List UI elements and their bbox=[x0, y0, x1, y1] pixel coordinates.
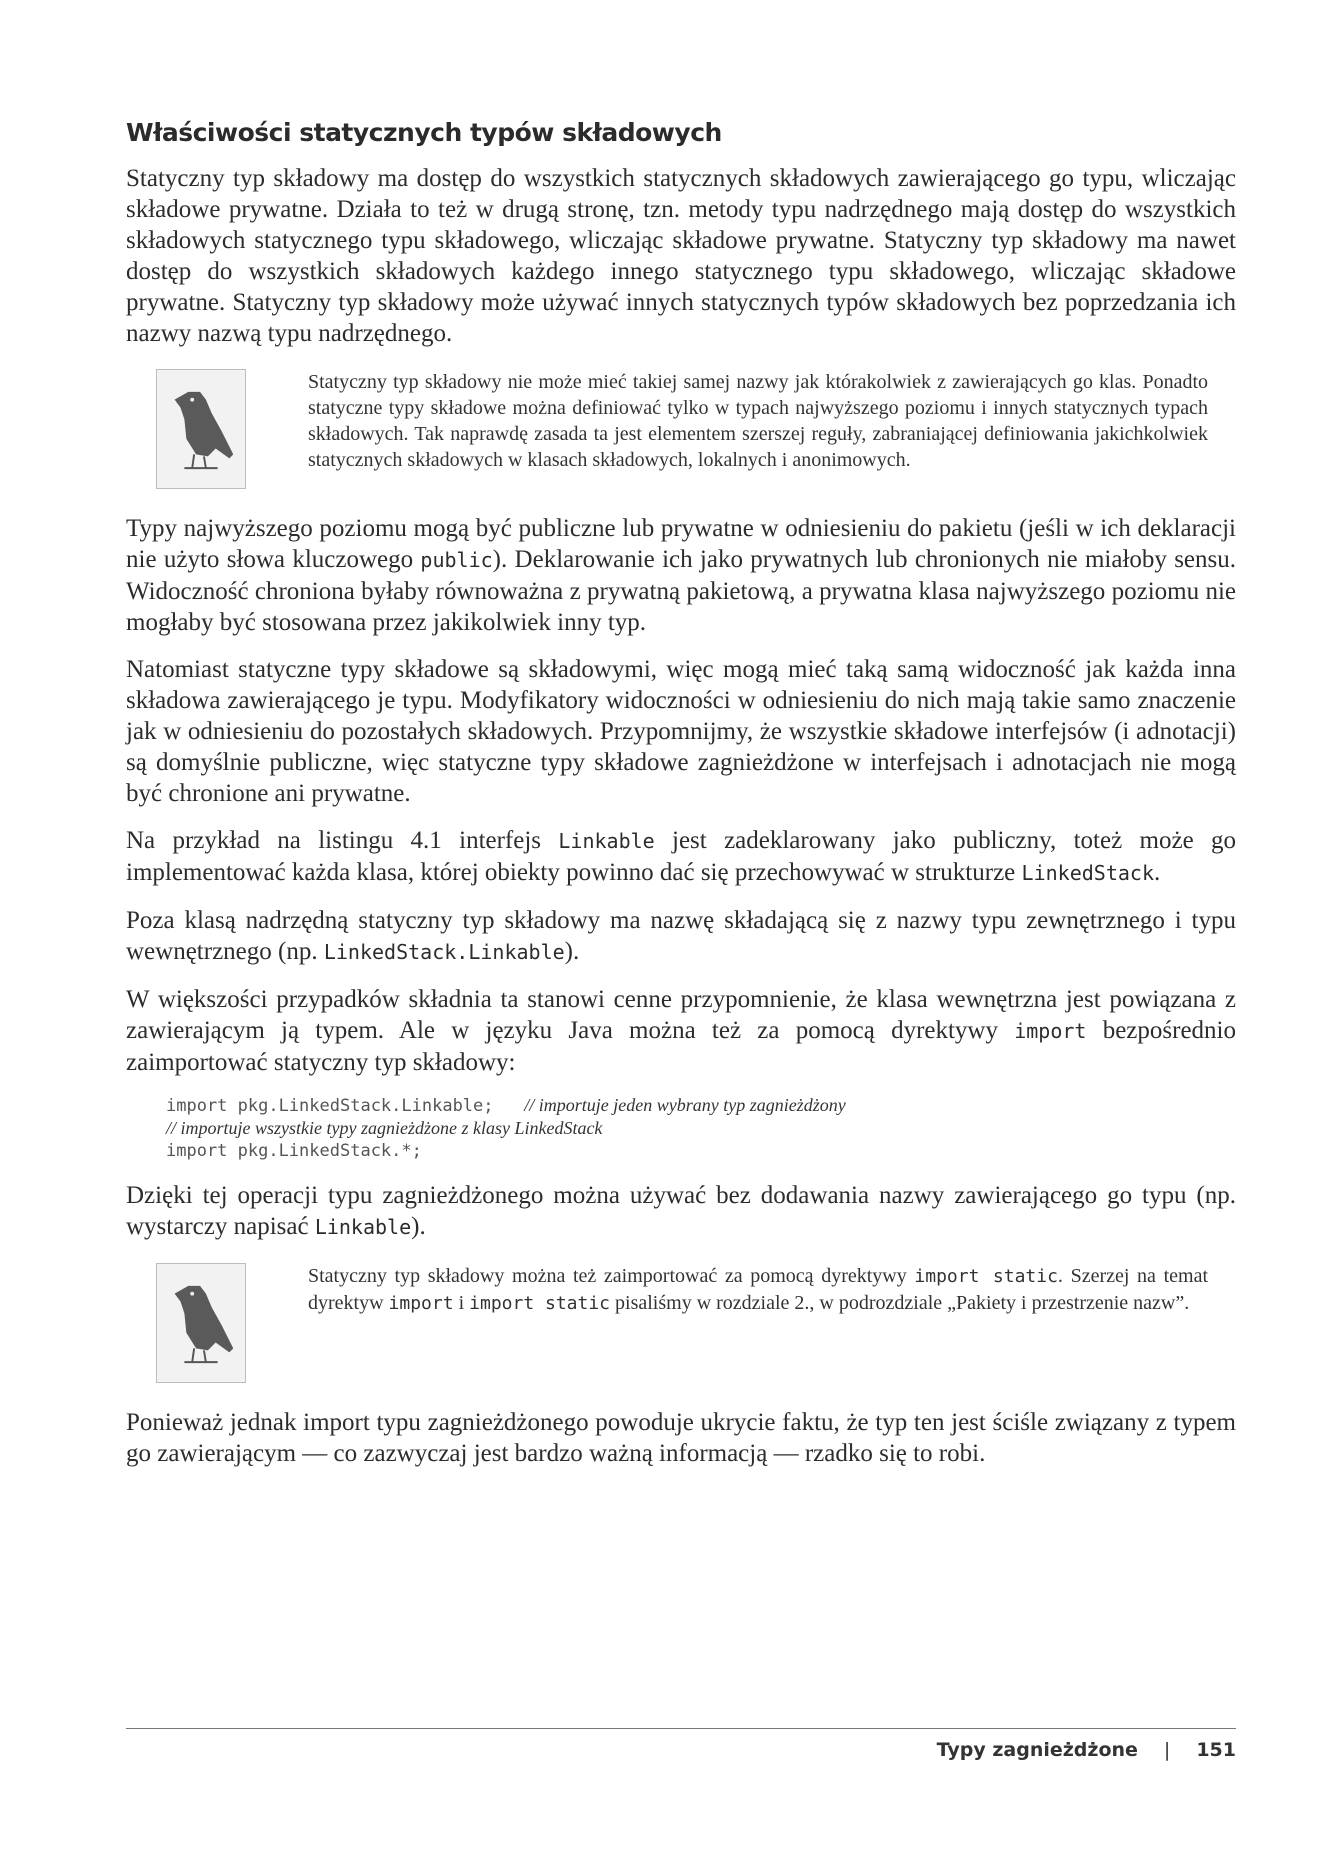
code-import-static-2: import static bbox=[469, 1293, 611, 1314]
footer-chapter: Typy zagnieżdżone bbox=[936, 1739, 1138, 1761]
paragraph-7: Dzięki tej operacji typu zagnieżdżonego można używać bez dodawania nazwy zawierającego go typu (np. wystarczy napisać Linkable). bbox=[126, 1182, 1236, 1240]
code-linkable: Linkable bbox=[558, 829, 655, 853]
code-comment-1: // importuje jeden wybrany typ zagnieżdżony bbox=[524, 1095, 846, 1115]
code-import-static: import static bbox=[914, 1266, 1058, 1287]
code-comment-2: // importuje wszystkie typy zagnieżdżone z klasy LinkedStack bbox=[166, 1118, 603, 1138]
paragraph-5: Poza klasą nadrzędną statyczny typ składowy ma nazwę składającą się z nazwy typu zewnętrznego i typu wewnętrznego (np. LinkedStack.Linkable). bbox=[126, 907, 1236, 965]
section-heading: Właściwości statycznych typów składowych bbox=[126, 118, 722, 147]
code-import: import bbox=[1014, 1019, 1087, 1043]
footer-separator: | bbox=[1163, 1739, 1171, 1761]
footer-text bbox=[937, 1739, 1236, 1761]
paragraph-1: Statyczny typ składowy ma dostęp do wszystkich statycznych składowych zawierającego go typu, wliczając składowe prywatne. Działa to też w drugą stronę, tzn. metody typu nadrzędnego mają dostęp do wszystkich składowych statycznego typu składowego, wliczając składowe prywatne. Statyczny typ składowy ma nawet dostęp do wszystkich składowych każdego innego statycznego typu składowego, wliczając składowe prywatne. Statyczny typ składowy może używać innych statycznych typów składowych bez poprzedzania ich nazwy nazwą typu nadrzędnego. bbox=[126, 165, 1236, 347]
note-1 bbox=[126, 369, 1236, 489]
page-content bbox=[126, 118, 1236, 1485]
note-2 bbox=[126, 1263, 1236, 1383]
page-footer bbox=[126, 1728, 1236, 1761]
code-line-3: import pkg.LinkedStack.*; bbox=[166, 1141, 422, 1161]
code-linkable-2: Linkable bbox=[314, 1215, 412, 1239]
note-2-text: Statyczny typ składowy można też zaimportować za pomocą dyrektywy import static. Szerzej na temat dyrektyw import i import static pisaliśmy w rozdziale 2., w podrozdziale „Pakiety i przestrzenie nazw”. bbox=[308, 1265, 1208, 1314]
paragraph-6: W większości przypadków składnia ta stanowi cenne przypomnienie, że klasa wewnętrzna jest powiązana z zawierającym ją typem. Ale w języku Java można też za pomocą dyrektywy import bezpośrednio zaimportować statyczny typ składowy: bbox=[126, 986, 1236, 1076]
note-1-text: Statyczny typ składowy nie może mieć takiej samej nazwy jak którakolwiek z zawierających go klas. Ponadto statyczne typy składowe można definiować tylko w typach najwyższego poziomu i innych statycznych typach składowych. Tak naprawdę zasada ta jest elementem szerszej reguły, zabraniającej definiowania jakichkolwiek statycznych składowych w klasach składowych, lokalnych i anonimowych. bbox=[308, 371, 1208, 471]
code-line-1: import pkg.LinkedStack.Linkable; bbox=[166, 1096, 494, 1116]
paragraph-2: Typy najwyższego poziomu mogą być publiczne lub prywatne w odniesieniu do pakietu (jeśli w ich deklaracji nie użyto słowa kluczowego public). Deklarowanie ich jako prywatnych lub chronionych nie miałoby sensu. Widoczność chroniona byłaby równoważna z prywatną pakietową, a prywatna klasa najwyższego poziomu nie mogłaby być stosowana przez jakikolwiek inny typ. bbox=[126, 515, 1236, 636]
crow-icon bbox=[156, 1263, 246, 1383]
code-linkedstack: LinkedStack bbox=[1021, 861, 1154, 885]
code-block bbox=[166, 1094, 1236, 1162]
page-number: 151 bbox=[1196, 1739, 1236, 1761]
paragraph-4: Na przykład na listingu 4.1 interfejs Linkable jest zadeklarowany jako publiczny, toteż może go implementować każda klasa, której obiekty powinno dać się przechowywać w strukturze LinkedStack. bbox=[126, 827, 1236, 886]
paragraph-8: Ponieważ jednak import typu zagnieżdżonego powoduje ukrycie faktu, że typ ten jest ściśle związany z typem go zawierającym — co zazwyczaj jest bardzo ważną informacją — rzadko się to robi. bbox=[126, 1409, 1236, 1467]
paragraph-3: Natomiast statyczne typy składowe są składowymi, więc mogą mieć taką samą widoczność jak każda inna składowa zawierającego je typu. Modyfikatory widoczności w odniesieniu do nich mają takie samo znaczenie jak w odniesieniu do pozostałych składowych. Przypomnijmy, że wszystkie składowe interfejsów (i adnotacji) są domyślnie publiczne, więc statyczne typy składowe zagnieżdżone w interfejsach i adnotacjach nie mogą być chronione ani prywatne. bbox=[126, 656, 1236, 807]
code-public: public bbox=[420, 548, 493, 572]
code-linkedstack-linkable: LinkedStack.Linkable bbox=[323, 940, 565, 964]
code-import-2: import bbox=[388, 1293, 454, 1314]
crow-icon bbox=[156, 369, 246, 489]
